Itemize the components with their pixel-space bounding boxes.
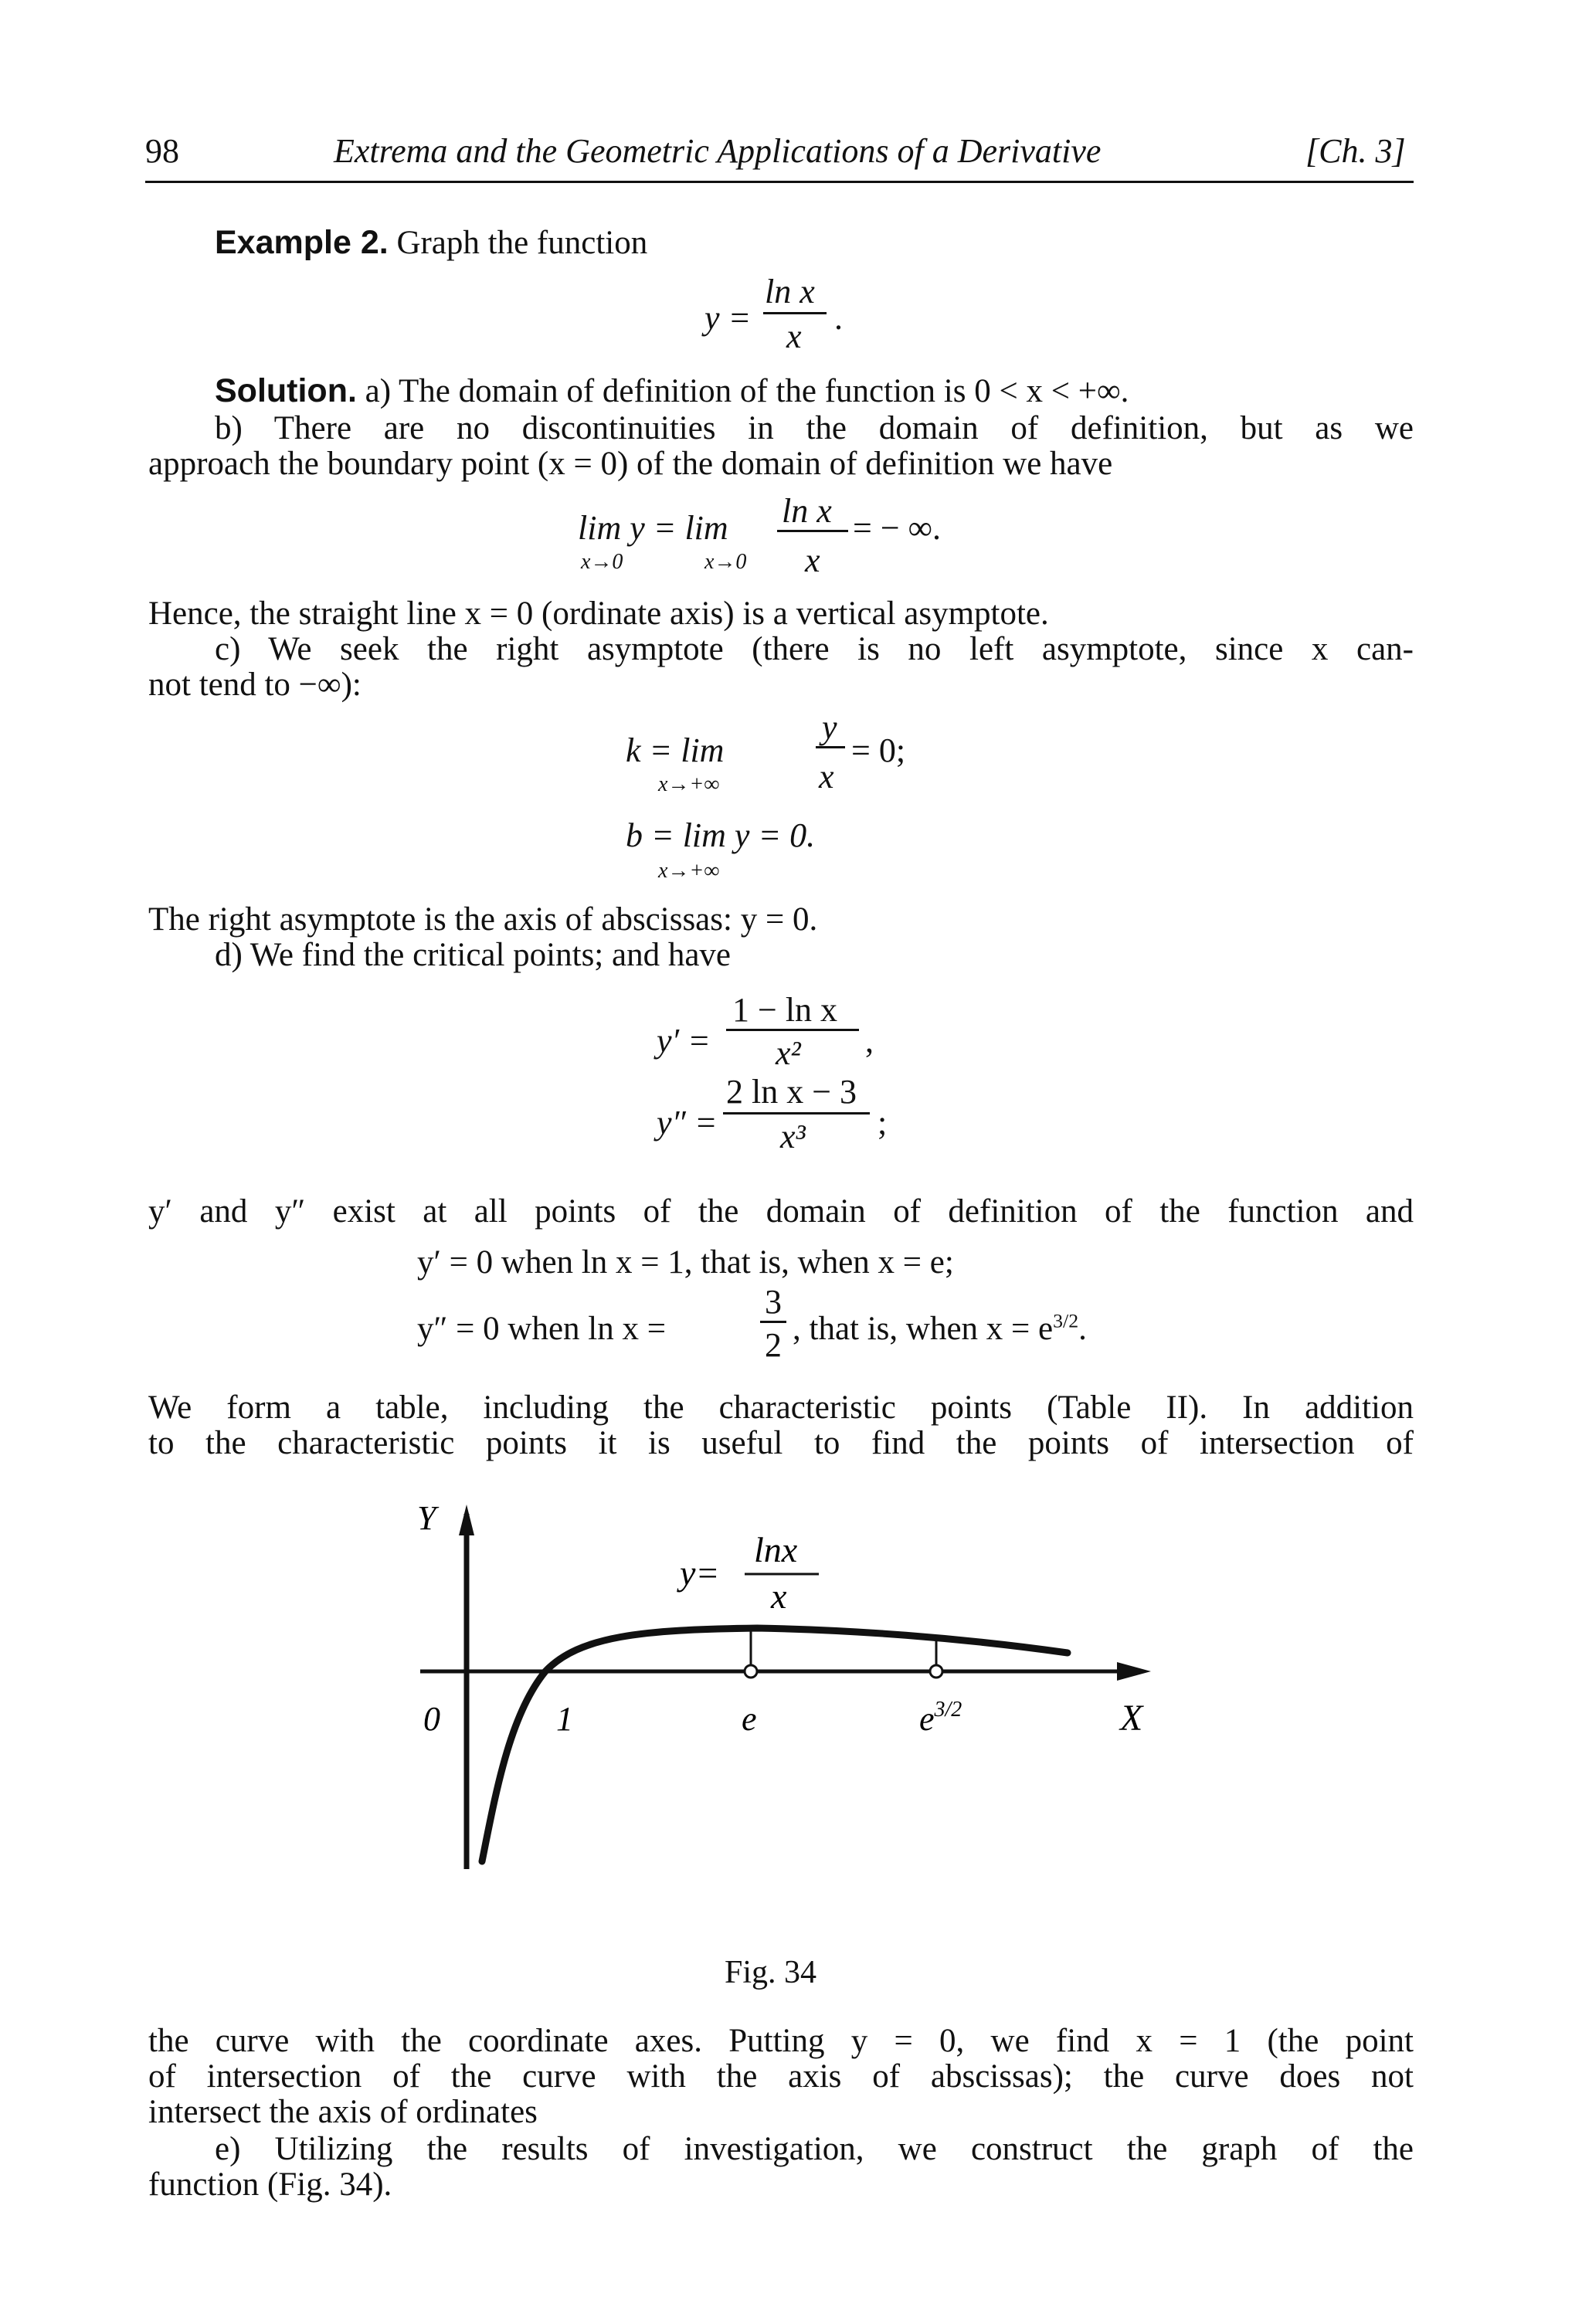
closing-line2: of intersection of the curve with the axis of abscissas); the curve does not (148, 2058, 1414, 2095)
x-axis-label: X (1120, 1698, 1143, 1739)
b-sub: x→+∞ (658, 859, 720, 883)
lim1-denominator: x (805, 541, 820, 579)
tick-e32-label (919, 1698, 962, 1738)
condition-2-left: y″ = 0 when ln x = (417, 1311, 666, 1347)
figure-caption: Fig. 34 (725, 1955, 817, 1990)
yprime-left: y′ = (657, 1022, 711, 1060)
example-intro: Graph the function (396, 225, 648, 261)
closing-line1: the curve with the coordinate axes. Putting y = 0, we find x = 1 (the point (148, 2023, 1414, 2059)
origin-label: 0 (423, 1700, 440, 1738)
yprime-denominator: x² (776, 1034, 801, 1072)
lim1-sub2: x→0 (704, 550, 747, 574)
fn-dot: . (834, 299, 843, 337)
k-denominator: x (819, 758, 834, 796)
fn-y: y = (704, 299, 752, 337)
lim1-numerator: ln x (782, 492, 832, 530)
closing-e-line2: function (Fig. 34). (148, 2166, 392, 2203)
b-expr: b = lim y = 0. (626, 816, 816, 854)
e-point (745, 1665, 757, 1678)
e32-point (930, 1665, 942, 1678)
curve-ln-x-over-x (482, 1628, 1068, 1861)
equation-numerator: lnx (754, 1530, 798, 1569)
tick-1-label: 1 (556, 1700, 573, 1738)
yprime-right: , (865, 1022, 874, 1060)
tick-e32-exponent: 3/2 (934, 1698, 962, 1722)
chapter-ref: [Ch. 3] (1305, 132, 1406, 170)
fn-fraction-bar (763, 312, 827, 314)
lim1-sub1: x→0 (581, 550, 623, 574)
y-axis-label: Y (417, 1499, 436, 1537)
lim1-right: = − ∞. (853, 509, 941, 547)
ydoubleprime-numerator: 2 ln x − 3 (726, 1073, 857, 1111)
k-fraction-bar (816, 746, 845, 748)
fn-numerator: ln x (765, 273, 815, 310)
solution-d: d) We find the critical points; and have (215, 937, 732, 973)
closing-line3: intersect the axis of ordinates (148, 2094, 538, 2130)
solution-label: Solution. (215, 372, 357, 409)
k-numerator: y (822, 708, 837, 746)
page-number: 98 (145, 132, 179, 170)
fn-denominator: x (786, 317, 802, 355)
table-text-line2: to the characteristic points it is useful to find the points of intersection of (148, 1425, 1414, 1461)
tick-e-label: e (742, 1700, 757, 1738)
condition-2-right (793, 1310, 1087, 1348)
solution-c-line1: c) We seek the right asymptote (there is no left asymptote, since x can- (215, 631, 1414, 667)
closing-e-line1: e) Utilizing the results of investigation, we construct the graph of the (215, 2131, 1414, 2167)
ydoubleprime-fraction-bar (723, 1112, 870, 1115)
right-asymptote-text: The right asymptote is the axis of abscissas: y = 0. (148, 901, 818, 938)
condition-2-end: . (1078, 1311, 1087, 1347)
hence-text: Hence, the straight line x = 0 (ordinate axis) is a vertical asymptote. (148, 595, 1049, 632)
running-title: Extrema and the Geometric Applications of a Derivative (334, 132, 1102, 170)
example-heading (215, 224, 647, 262)
equation-left: y= (680, 1553, 720, 1593)
x-axis-arrow (1117, 1662, 1151, 1681)
yprime-numerator: 1 − ln x (732, 991, 838, 1029)
condition-2-right-text: , that is, when x = e (793, 1311, 1054, 1347)
example-label: Example 2. (215, 224, 389, 261)
condition-1: y′ = 0 when ln x = 1, that is, when x = e; (417, 1244, 954, 1281)
condition-2-exponent: 3/2 (1053, 1309, 1079, 1332)
figure-34 (386, 1498, 1220, 1931)
solution-c-line2: not tend to −∞): (148, 667, 362, 703)
k-left: k = lim (626, 731, 725, 769)
ydoubleprime-right: ; (878, 1104, 888, 1142)
solution-b-line1: b) There are no discontinuities in the domain of definition, but as we (215, 410, 1414, 446)
y-axis-arrow (459, 1505, 474, 1535)
condition-2-denominator: 2 (765, 1326, 782, 1364)
ydoubleprime-left: y″ = (657, 1104, 718, 1142)
k-sub: x→+∞ (658, 772, 720, 796)
solution-a-text: a) The domain of definition of the function is 0 < x < +∞. (365, 373, 1129, 409)
solution-a (215, 372, 1129, 410)
equation-denominator: x (771, 1576, 787, 1616)
lim1-left: lim y = lim (578, 509, 728, 547)
yprime-fraction-bar (726, 1029, 859, 1031)
k-right: = 0; (851, 731, 906, 769)
condition-2-numerator: 3 (765, 1283, 782, 1321)
lim1-fraction-bar (777, 530, 848, 532)
condition-2-fraction-bar (760, 1321, 786, 1323)
tick-e32-base: e (919, 1700, 935, 1738)
table-text-line1: We form a table, including the characteristic points (Table II). In addition (148, 1389, 1414, 1426)
ydoubleprime-denominator: x³ (780, 1118, 806, 1155)
header-rule (145, 181, 1414, 183)
solution-b-line2: approach the boundary point (x = 0) of the domain of definition we have (148, 446, 1113, 482)
exist-text: y′ and y″ exist at all points of the domain of definition of the function and (148, 1193, 1414, 1230)
